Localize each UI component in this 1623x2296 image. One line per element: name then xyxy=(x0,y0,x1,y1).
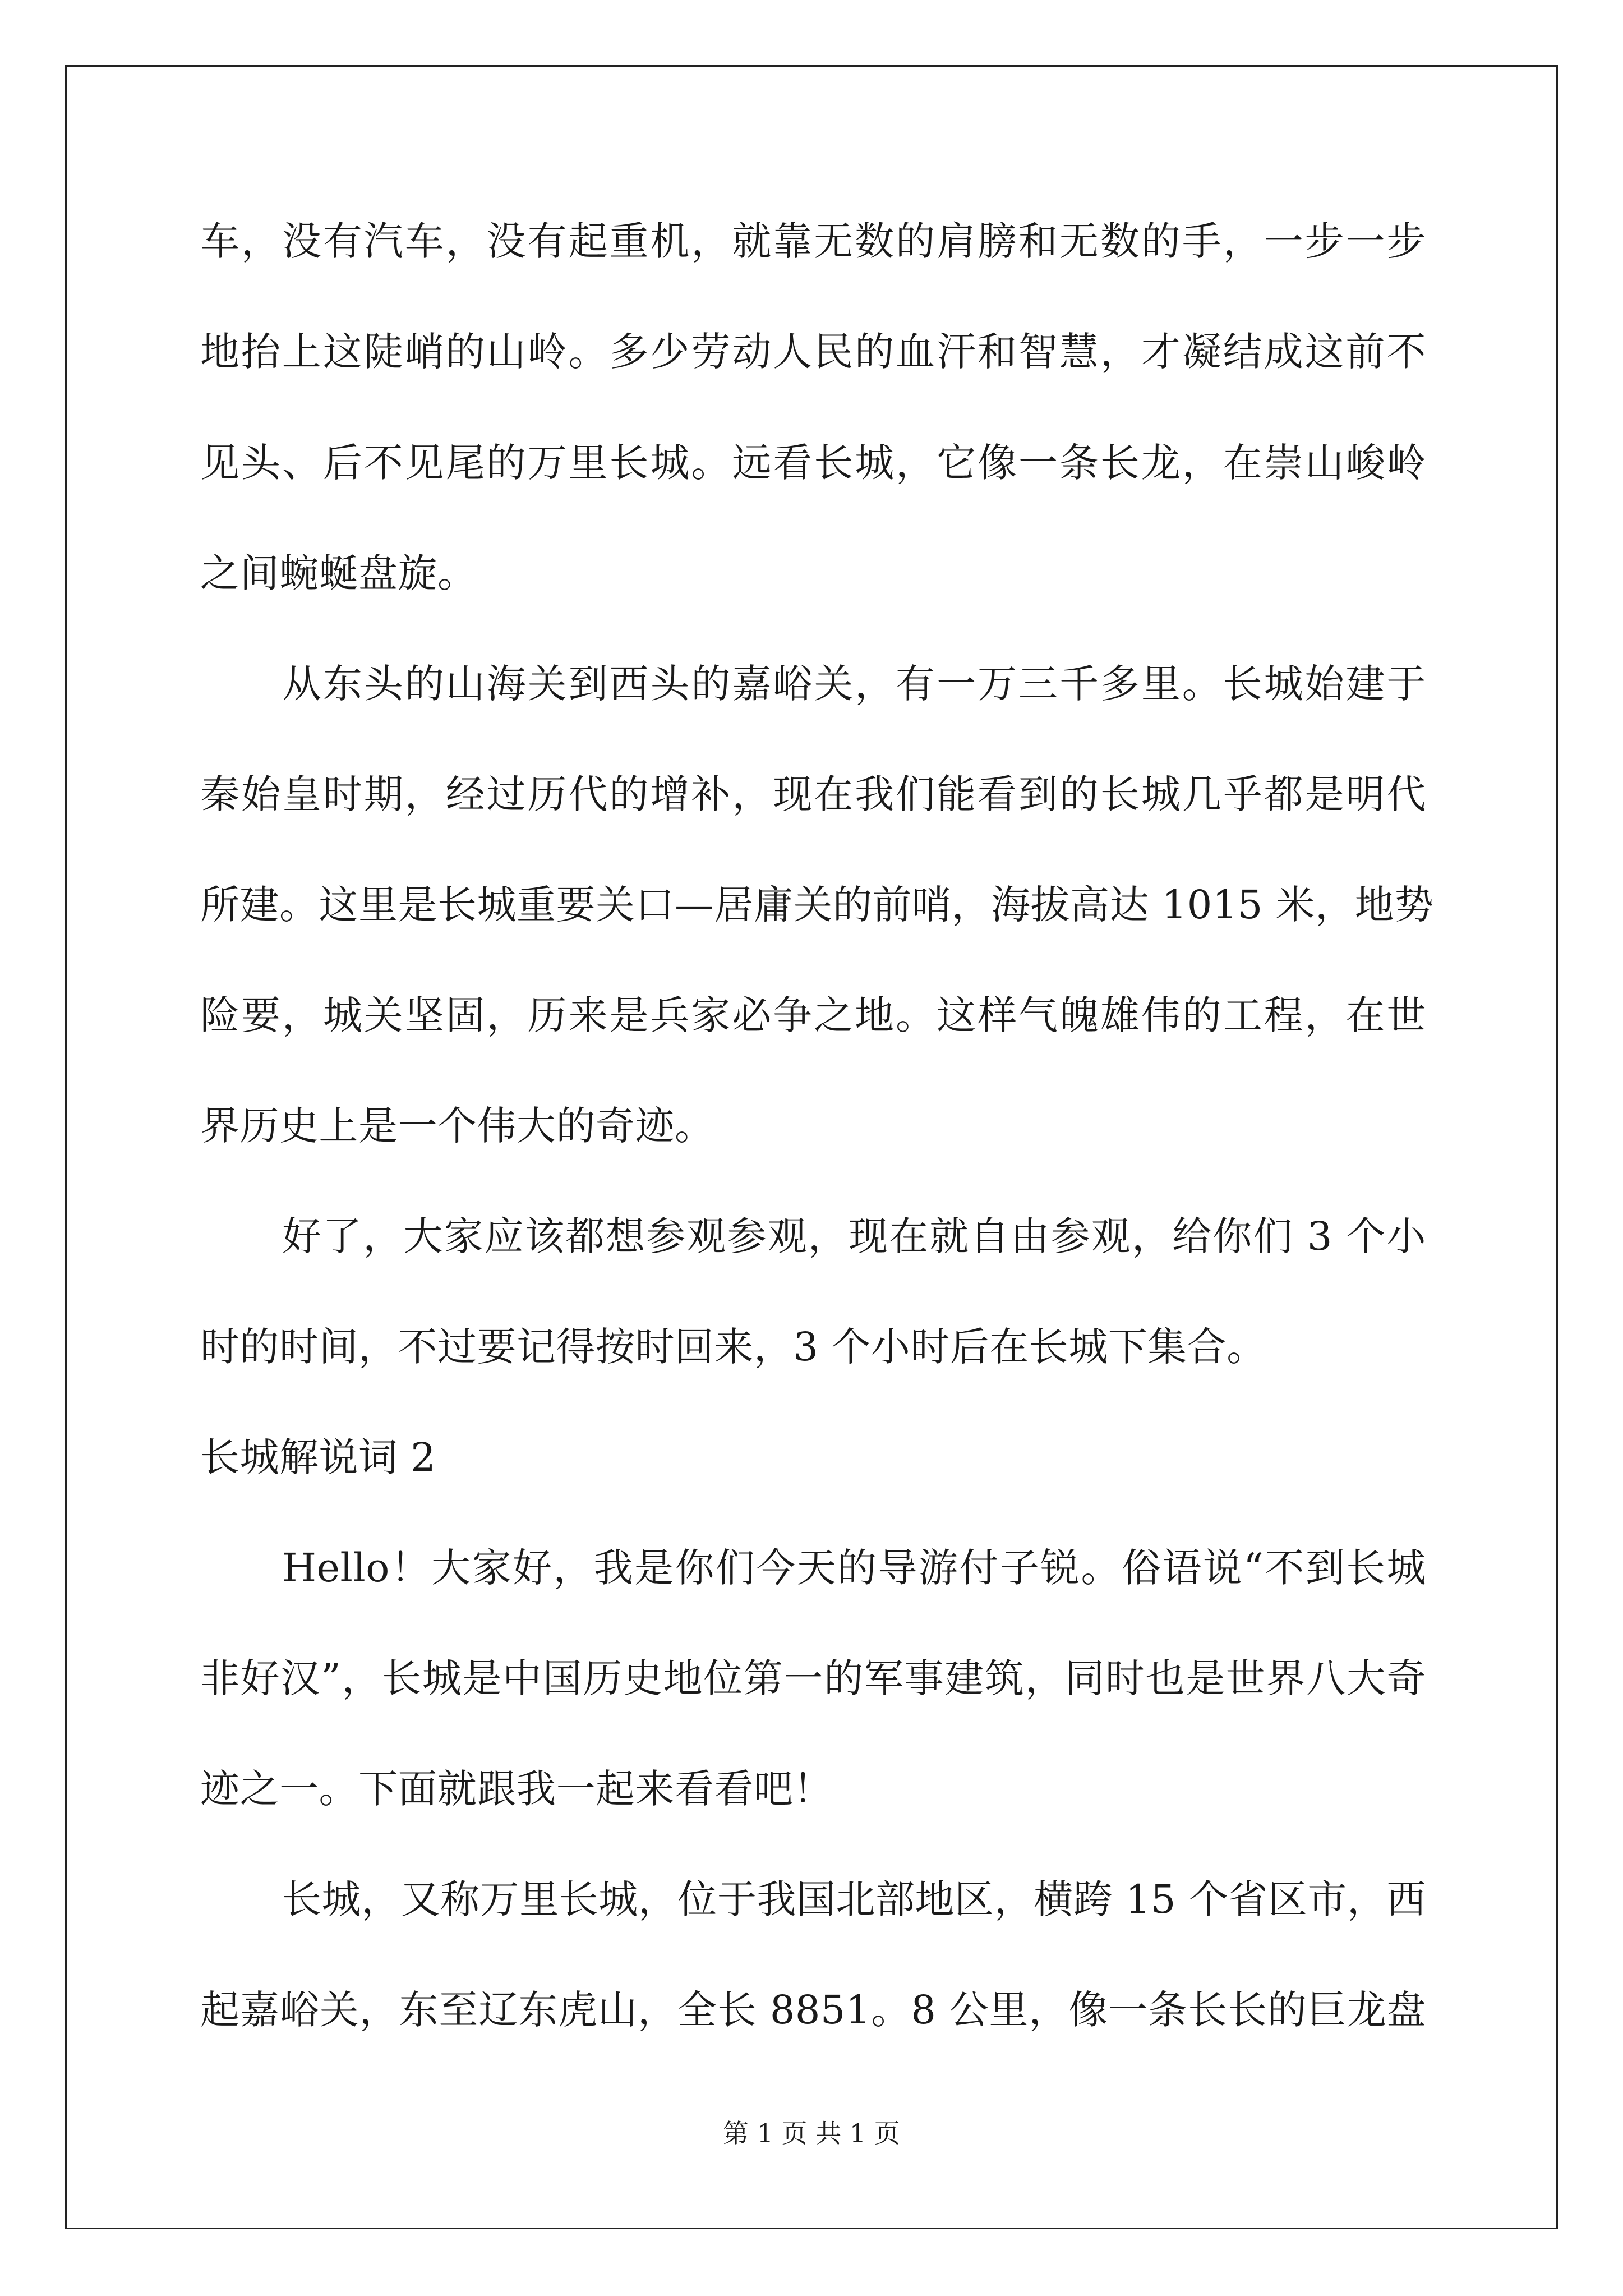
text-line: 界历史上是一个伟大的奇迹。 xyxy=(200,1103,714,1149)
text-line: 从东头的山海关到西头的嘉峪关，有一万三千多里。长城始建于 xyxy=(282,661,1426,707)
text-line: 长城，又称万里长城，位于我国北部地区，横跨 15 个省区市，西 xyxy=(282,1876,1426,1922)
text-line: Hello！大家好，我是你们今天的导游付子锐。俗语说“不到长城 xyxy=(282,1545,1426,1591)
text-line: 之间蜿蜒盘旋。 xyxy=(200,550,477,596)
text-line: 险要，城关坚固，历来是兵家必争之地。这样气魄雄伟的工程，在世 xyxy=(200,992,1426,1038)
text-line: 见头、后不见尾的万里长城。远看长城，它像一条长龙，在崇山峻岭 xyxy=(200,440,1426,486)
text-line: 时的时间，不过要记得按时回来，3 个小时后在长城下集合。 xyxy=(200,1324,1266,1370)
text-line: 所建。这里是长城重要关口—居庸关的前哨，海拔高达 1015 米，地势 xyxy=(200,882,1434,928)
text-line: 非好汉”，长城是中国历史地位第一的军事建筑，同时也是世界八大奇 xyxy=(200,1655,1426,1701)
text-line: 起嘉峪关，东至辽东虎山，全长 8851。8 公里，像一条长长的巨龙盘 xyxy=(200,1987,1426,2033)
text-line: 地抬上这陡峭的山岭。多少劳动人民的血汗和智慧，才凝结成这前不 xyxy=(200,329,1426,375)
page-number: 第 1 页 共 1 页 xyxy=(723,2118,900,2148)
text-line: 车，没有汽车，没有起重机，就靠无数的肩膀和无数的手，一步一步 xyxy=(200,218,1426,264)
text-line: 秦始皇时期，经过历代的增补，现在我们能看到的长城几乎都是明代 xyxy=(200,771,1426,817)
text-line: 迹之一。下面就跟我一起来看看吧！ xyxy=(200,1766,833,1812)
text-line: 好了，大家应该都想参观参观，现在就自由参观，给你们 3 个小 xyxy=(282,1213,1426,1259)
section-heading: 长城解说词 2 xyxy=(200,1434,436,1480)
